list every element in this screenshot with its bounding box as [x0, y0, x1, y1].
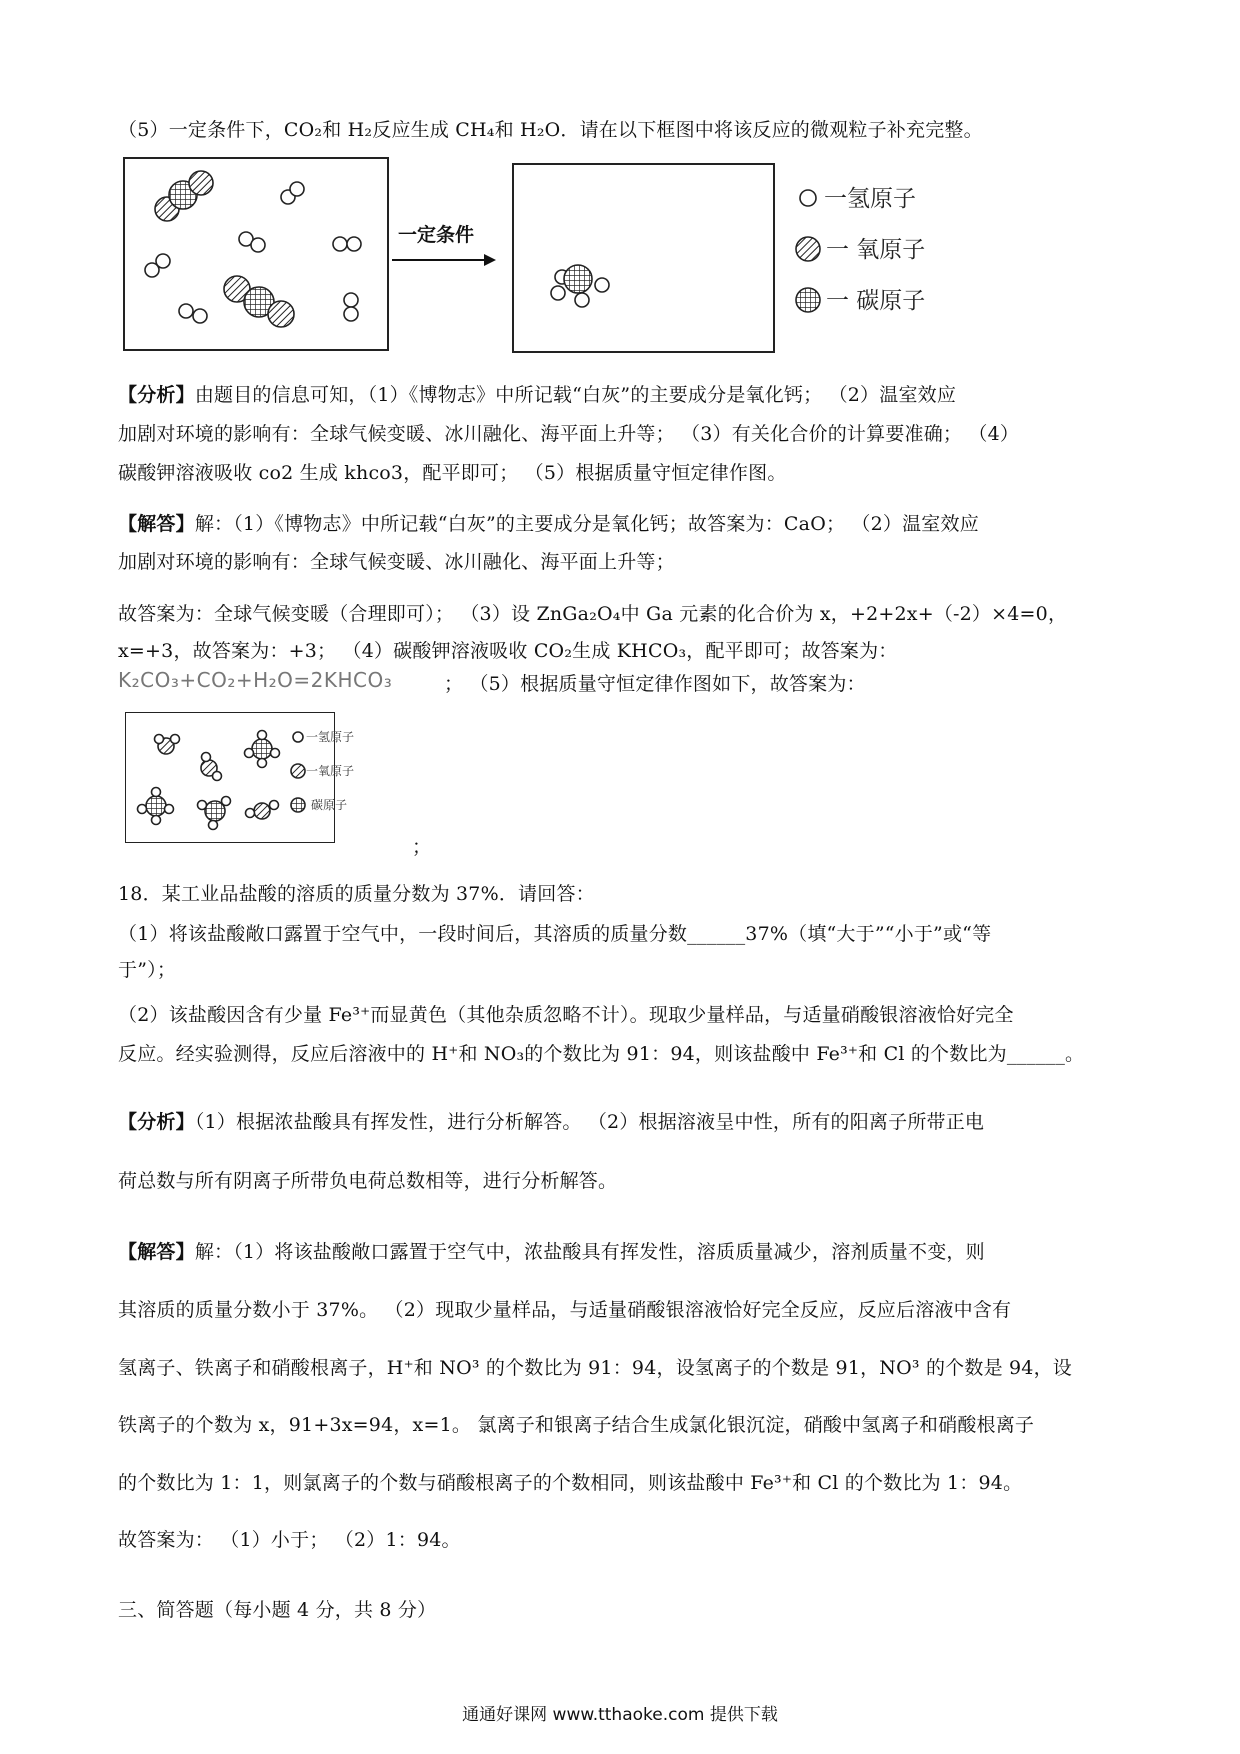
oxygen-atom	[268, 301, 294, 327]
analysis-text: 由题目的信息可知，（1）《博物志》中所记载“白灰”的主要成分是氧化钙； （2）温室效应	[194, 384, 957, 406]
problem-18-q1-line-2: 于”）；	[118, 959, 177, 981]
hydrogen-atom	[333, 237, 347, 251]
page-footer: 通通好课网 www.tthaoke.com 提供下载	[462, 1705, 778, 1725]
answer-18-line-2: 其溶质的质量分数小于 37%。 （2）现取少量样品，与适量硝酸银溶液恰好完全反应，反应后溶液中含有	[118, 1299, 1012, 1321]
hydrogen-atom	[290, 182, 304, 196]
hydrogen-atom	[347, 237, 361, 251]
hydrogen-atom	[595, 278, 609, 292]
answer-molecules	[126, 713, 355, 842]
svg-text:一氧原子: 一氧原子	[306, 764, 355, 778]
problem-18-title: 18．某工业品盐酸的溶质的质量分数为 37%．请回答：	[118, 883, 595, 905]
problem-18-q1-line-1: （1）将该盐酸敞口露置于空气中，一段时间后，其溶质的质量分数______37%（填“大于”“小于”或“等	[118, 923, 992, 945]
carbon-atom	[564, 265, 592, 293]
svg-text:一氢原子: 一氢原子	[306, 730, 355, 744]
equation-tail: ； （5）根据质量守恒定律作图如下，故答案为：	[444, 673, 866, 695]
answer-17-line-1	[118, 510, 1128, 538]
hydrogen-atom	[344, 293, 358, 307]
product-box	[512, 163, 775, 353]
answer-end-mark: ；	[412, 836, 432, 858]
atom-legend	[790, 182, 960, 322]
carbon-legend-icon	[796, 288, 820, 312]
answer-18-line-5: 的个数比为 1：1，则氯离子的个数与硝酸根离子的个数相同，则该盐酸中 Fe³⁺和 Cl 的个数比为 1：94。	[118, 1472, 1023, 1494]
chemical-equation: K₂CO₃+CO₂+H₂O=2KHCO₃	[118, 668, 393, 692]
hydrogen-atom	[156, 254, 170, 268]
oxygen-legend-label: 一 氧原子	[826, 237, 926, 263]
part5-question: （5）一定条件下，CO₂和 H₂反应生成 CH₄和 H₂O．请在以下框图中将该反应的微观粒子补充完整。	[118, 119, 983, 141]
hydrogen-legend-label: 一氢原子	[824, 186, 916, 212]
section-3-heading: 三、简答题（每小题 4 分，共 8 分）	[118, 1599, 437, 1621]
product-molecules	[514, 165, 773, 351]
answer-text: 解：（1）《博物志》中所记载“白灰”的主要成分是氧化钙；故答案为：CaO； （2）温室效应	[194, 513, 979, 535]
answer-17-line-3: 故答案为：全球气候变暖（合理即可）； （3）设 ZnGa₂O₄中 Ga 元素的化合价为 x，+2+2x+（-2）×4=0，	[118, 603, 1068, 625]
analysis-label: 【分析】	[118, 384, 195, 406]
analysis-18-line-2: 荷总数与所有阴离子所带负电荷总数相等，进行分析解答。	[118, 1170, 618, 1192]
hydrogen-atom	[575, 293, 589, 307]
reaction-arrow	[388, 222, 498, 282]
oxygen-legend-icon	[796, 237, 820, 261]
oxygen-atom	[189, 171, 213, 195]
answer-diagram-box	[125, 712, 355, 843]
problem-18-q2-line-1: （2）该盐酸因含有少量 Fe³⁺而显黄色（其他杂质忽略不计）。现取少量样品，与适量硝酸银溶液恰好完全	[118, 1004, 1014, 1026]
answer-label: 【解答】	[118, 1241, 195, 1263]
analysis-17-line-1	[118, 381, 1128, 409]
problem-18-q2-line-2: 反应。经实验测得，反应后溶液中的 H⁺和 NO₃的个数比为 91：94，则该盐酸中 Fe³⁺和 Cl 的个数比为______。	[118, 1043, 1085, 1065]
hydrogen-atom	[551, 286, 565, 300]
answer-17-line-4: x=+3，故答案为：+3； （4）碳酸钾溶液吸收 CO₂生成 KHCO₃，配平即可；故答案为：	[118, 640, 898, 662]
answer-label: 【解答】	[118, 513, 195, 535]
hydrogen-atom	[251, 238, 265, 252]
analysis-17-line-2: 加剧对环境的影响有：全球气候变暖、冰川融化、海平面上升等； （3）有关化合价的计算要准确； （4）	[118, 423, 1020, 445]
analysis-label: 【分析】	[118, 1111, 195, 1133]
final-answer-18: 故答案为： （1）小于； （2）1：94。	[118, 1529, 461, 1551]
answer-text: 解：（1）将该盐酸敞口露置于空气中，浓盐酸具有挥发性，溶质质量减少，溶剂质量不变，则	[194, 1241, 985, 1263]
answer-18-line-4: 铁离子的个数为 x，91+3x=94，x=1。 氯离子和银离子结合生成氯化银沉淀，硝酸中氢离子和硝酸根离子	[118, 1414, 1035, 1436]
reactant-box	[123, 157, 389, 351]
carbon-legend-label: 一 碳原子	[826, 288, 926, 314]
analysis-18-line-1	[118, 1108, 1128, 1136]
analysis-text: （1）根据浓盐酸具有挥发性，进行分析解答。 （2）根据溶液呈中性，所有的阳离子所带正电	[194, 1111, 985, 1133]
hydrogen-atom	[344, 307, 358, 321]
answer-18-line-1	[118, 1238, 1128, 1266]
hydrogen-atom	[193, 309, 207, 323]
hydrogen-legend-icon	[800, 190, 816, 206]
svg-text:碳原子: 碳原子	[311, 798, 348, 812]
arrow-label: 一定条件	[398, 224, 475, 246]
answer-18-line-3: 氢离子、铁离子和硝酸根离子，H⁺和 NO³ 的个数比为 91：94，设氢离子的个数是 91，NO³ 的个数是 94，设	[118, 1357, 1072, 1379]
reactant-molecules	[125, 159, 387, 349]
hydrogen-atom	[179, 304, 193, 318]
answer-17-line-2: 加剧对环境的影响有：全球气候变暖、冰川融化、海平面上升等；	[118, 551, 675, 573]
analysis-17-line-3: 碳酸钾溶液吸收 co2 生成 khco3，配平即可； （5）根据质量守恒定律作图。	[118, 462, 787, 484]
